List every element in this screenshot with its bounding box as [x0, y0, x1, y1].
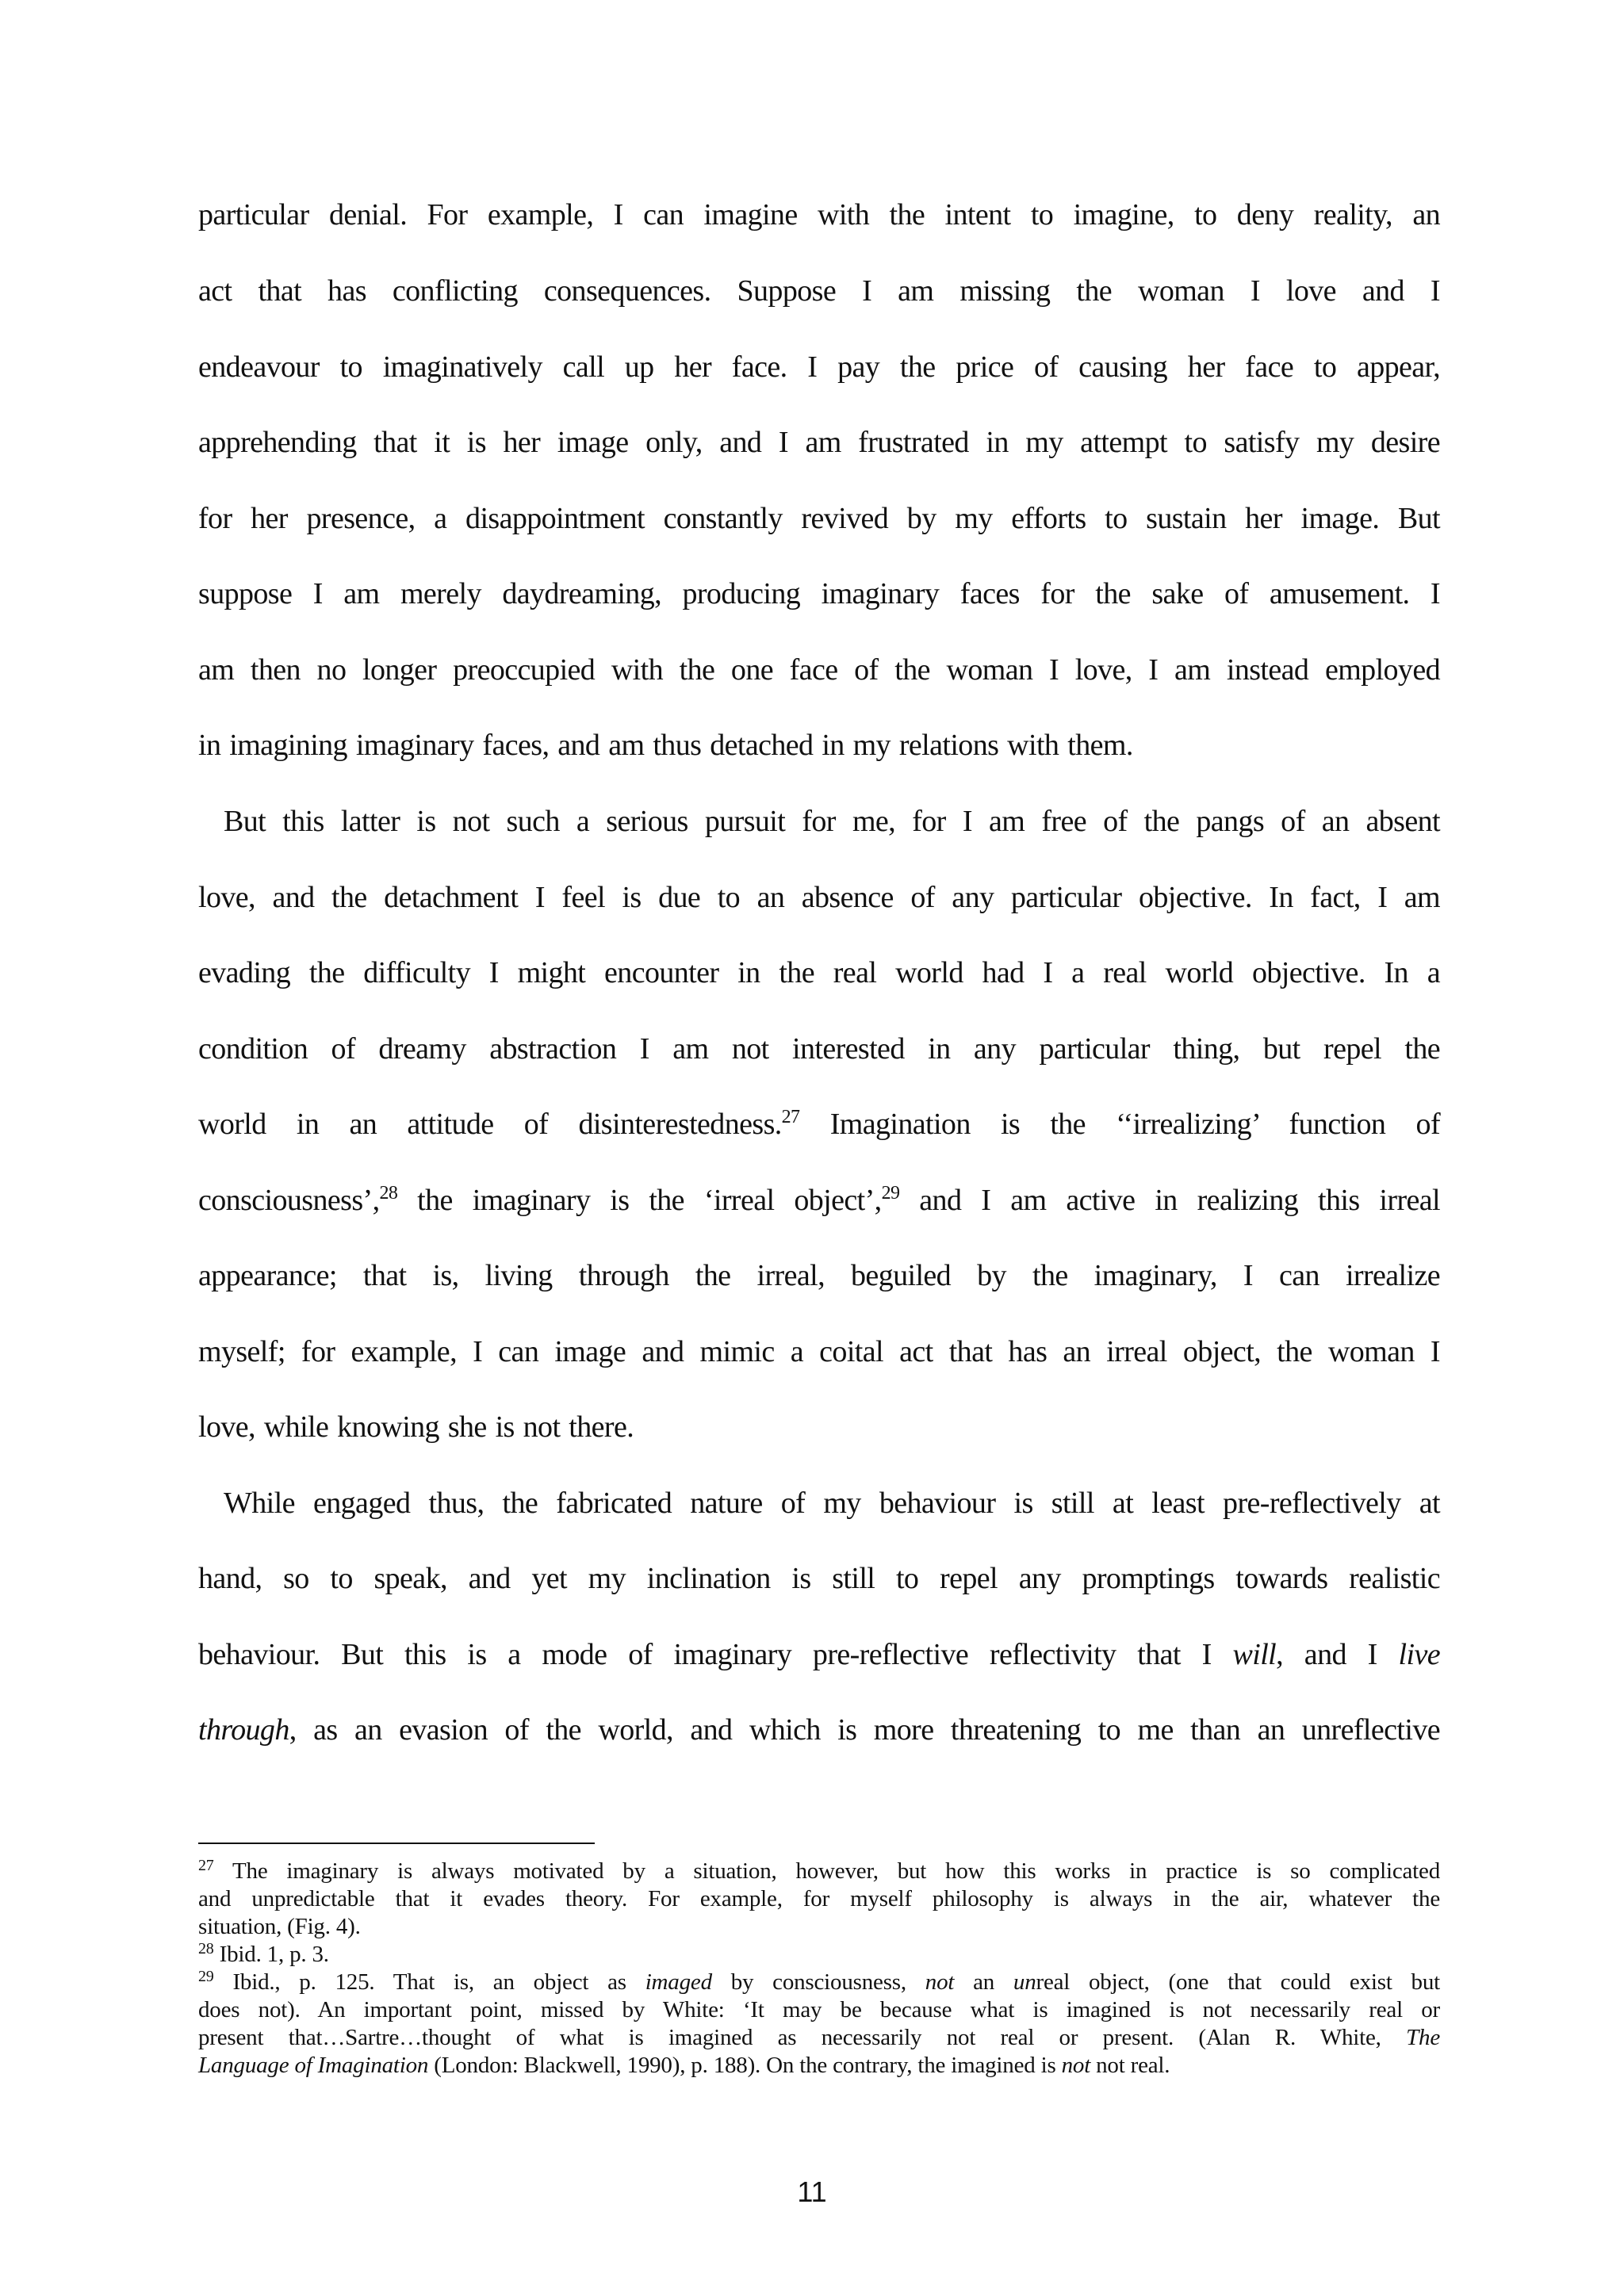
body-line: love, and the detachment I feel is due to an absence of any particular objective. In fact, I am [198, 881, 1440, 914]
body-line: endeavour to imaginatively call up her face. I pay the price of causing her face to appear, [198, 350, 1440, 384]
text-run: The imaginary is always motivated by a situation, however, but how this works in practice is so complicated [213, 1858, 1440, 1884]
text-run: Ibid., p. 125. That is, an object as [213, 1969, 645, 1995]
body-line: act that has conflicting consequences. Suppose I am missing the woman I love and I [198, 274, 1440, 308]
footnote-line: and unpredictable that it evades theory. For example, for myself philosophy is always in the air, whatever the [198, 1886, 1440, 1911]
body-line: hand, so to speak, and yet my inclination is still to repel any promptings towards realistic [198, 1562, 1440, 1595]
text-run: and I am active in realizing this irreal [899, 1184, 1440, 1217]
footnote-ref-29[interactable]: 29 [881, 1183, 900, 1203]
body-line: appearance; that is, living through the irreal, beguiled by the imaginary, I can irrealize [198, 1259, 1440, 1292]
body-line [198, 1636, 1440, 1674]
footnote-29 [198, 1969, 1440, 1996]
text-run: real object, (one that could exist but [1036, 1969, 1440, 1995]
text-run: Ibid. 1, p. 3. [213, 1942, 329, 1967]
footnote-28 [198, 1941, 1440, 1969]
text-run: by consciousness, [711, 1969, 925, 1995]
body-line: for her presence, a disappointment constantly revived by my efforts to sustain her image. But [198, 502, 1440, 535]
text-run: present that…Sartre…thought of what is imagined as necessarily not real or present. (Alan R. White, [198, 2025, 1407, 2050]
text-run: , as an evasion of the world, and which is more threatening to me than an unreflective [289, 1713, 1440, 1747]
body-line: in imagining imaginary faces, and am thus detached in my relations with them. [198, 729, 1133, 762]
body-line: evading the difficulty I might encounter in the real world had I a real world objective. In a [198, 956, 1440, 989]
body-line: am then no longer preoccupied with the one face of the woman I love, I am instead employed [198, 653, 1440, 687]
body-line: While engaged thus, the fabricated nature of my behaviour is still at least pre-reflectively at [224, 1487, 1440, 1520]
text-run: the imaginary is the ‘irreal object’, [397, 1184, 882, 1217]
text-run: not real. [1090, 2053, 1170, 2078]
footnote-ref-28[interactable]: 28 [379, 1183, 398, 1203]
footnote-separator [198, 1843, 595, 1844]
text-run: (London: Blackwell, 1990), p. 188). On the contrary, the imagined is [428, 2053, 1062, 2078]
body-line: But this latter is not such a serious pursuit for me, for I am free of the pangs of an absent [224, 805, 1440, 838]
footnote-number: 28 [198, 1940, 214, 1957]
body-line [198, 1711, 1440, 1749]
text-run: consciousness’, [198, 1184, 380, 1217]
text-run: Imagination is the ‘‘irrealizing’ function of [829, 1108, 1440, 1141]
body-line: myself; for example, I can image and mimic a coital act that has an irreal object, the woman I [198, 1335, 1440, 1368]
emphasis: not [1061, 2053, 1091, 2078]
footnote-line: situation, (Fig. 4). [198, 1914, 361, 1939]
body-line: suppose I am merely daydreaming, producing imaginary faces for the sake of amusement. I [198, 577, 1440, 610]
text-run: an [954, 1969, 1013, 1995]
footnote-number: 29 [198, 1968, 214, 1985]
footnote-ref-27[interactable]: 27 [781, 1107, 800, 1127]
footnote-line [198, 2052, 1440, 2080]
body-line [198, 1181, 1440, 1219]
footnote-line [198, 2024, 1440, 2052]
body-line: love, while knowing she is not there. [198, 1410, 634, 1444]
emphasis: live [1398, 1638, 1440, 1671]
footnote-number: 27 [198, 1857, 214, 1874]
text-run: , and I [1276, 1638, 1399, 1671]
emphasis: imaged [645, 1969, 712, 1995]
emphasis: through [198, 1713, 289, 1747]
body-line [198, 1105, 1440, 1143]
text-run: behaviour. But this is a mode of imaginary pre-reflective reflectivity that I [198, 1638, 1233, 1671]
emphasis: Language of Imagination [198, 2053, 429, 2078]
body-line: particular denial. For example, I can imagine with the intent to imagine, to deny reality, an [198, 198, 1440, 232]
footnote-line: does not). An important point, missed by White: ‘It may be because what is imagined is not necessarily real or [198, 1997, 1440, 2022]
emphasis: will [1232, 1638, 1277, 1671]
footnote-27 [198, 1858, 1440, 1885]
emphasis: The [1406, 2025, 1440, 2050]
body-line: apprehending that it is her image only, and I am frustrated in my attempt to satisfy my desire [198, 426, 1440, 459]
text-run: world in an attitude of disinterestedness. [198, 1108, 782, 1141]
emphasis: un [1013, 1969, 1036, 1995]
emphasis: not [925, 1969, 955, 1995]
body-line: condition of dreamy abstraction I am not interested in any particular thing, but repel the [198, 1032, 1440, 1066]
page-number: 11 [797, 2175, 827, 2208]
